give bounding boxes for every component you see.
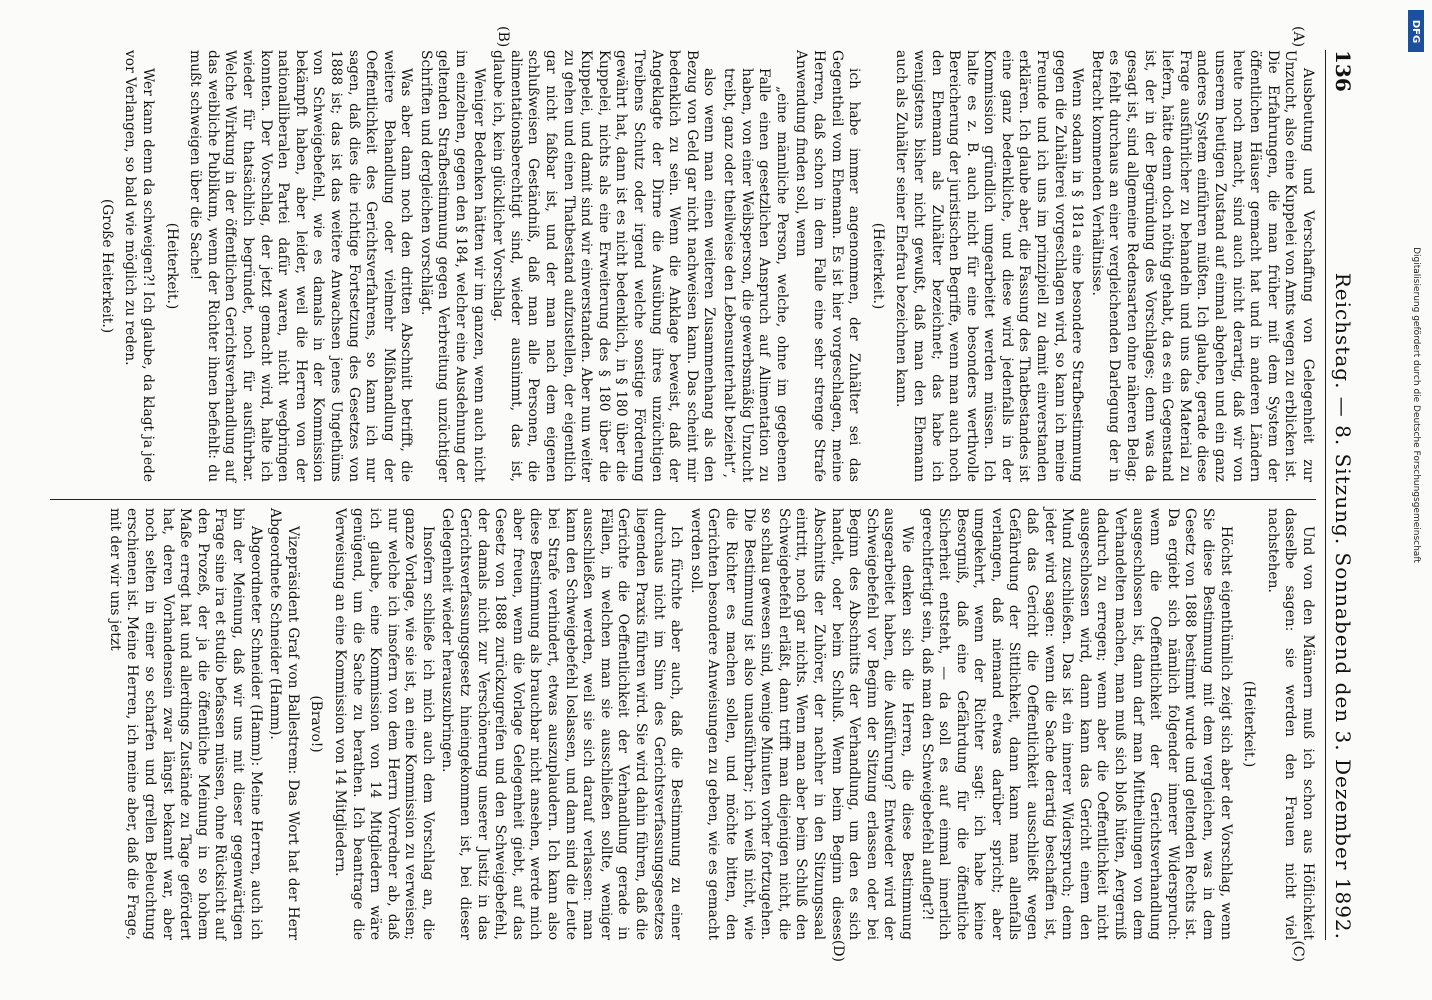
- paragraph: „eine männliche Person, welche, ohne im gegebenen Falle einen gesetzlichen Anspruch auf Alimentation zu haben, von einer Weibsperson, die gewerbsmäßig Unzucht treibt, ganz oder theilweise den Lebensunterhalt bezieht“,: [721, 68, 790, 482]
- interjection: (Bravo!): [308, 695, 325, 753]
- interjection: (Heiterkeit.): [869, 222, 886, 310]
- interjection: (Heiterkeit.): [1241, 680, 1258, 768]
- page-header: [1328, 50, 1358, 940]
- interjection: (Große Heiterkeit.): [98, 198, 115, 334]
- paragraph: Wenn sodann in § 181a eine besondere Strafbestimmung gegen die Zuhälterei vorgeschlagen wird, so kann ich meine Freunde und ich uns im prinzipiell zu damit einverstanden erklären. Ich glaube aber, die Fassung des Thatbestandes ist eine ganz bedenkliche, und diese wird jedenfalls in der Kommission gründlich umgearbeitet werden müssen. Ich halte es z. B. auch nicht für eine besonders werthvolle Bereicherung der juristischen Begriffe, wenn man auch noch den Ehemann als Zuhälter bezeichnet; das habe ich wenigstens bisher nicht gewußt, daß man den Ehemann auch als Zuhälter seiner Ehefrau bezeichnen kann.: [893, 50, 1086, 482]
- paragraph: Abgeordneter Schneider (Hamm): Meine Herren, auch ich bin der Meinung, daß wir uns mit dieser gegenwärtigen Frage sine ira et studio befassen müssen, ohne Rücksicht auf den Prozeß, der ja die öffentliche Meinung in so hohem Maße erregt hat und allerdings Zustände zu Tage gefördert hat, deren Vorhandensein zwar längst bekannt war, aber noch selten in einer so scharfen und grellen Beleuchtung erschienen ist. Meine Herren, ich meine aber, daß die Frage, mit der wir uns jetzt: [106, 508, 264, 940]
- rotated-document-page: [26, 20, 1406, 980]
- right-column: [50, 508, 1316, 962]
- margin-marker-d: (D): [830, 939, 846, 962]
- paragraph: Ausbeutung und Verschaffung von Gelegenheit zur Unzucht, also eine Kuppelei von Amts wegen zu erblicken ist. Die Erfahrungen, die man früher mit dem System der öffentlichen Häuser gemacht hat und in anderen Ländern heute noch macht, sind auch nicht derartig, daß wir von unserem heutigen Zustand auf einmal abgehen und ein ganz anderes System einführen müßten. Ich glaube, gerade diese Frage ausführlicher zu behandeln und uns das Material zu liefern, hätte denn doch nöthig gehabt, da es ein Gegenstand ist, der in der Begründung des Vorschlages; denn was da gesagt ist, sind allgemeine Redensarten ohne näheren Belag; es fehlt durchaus an einer vergleichenden Darlegung der in Betracht kommenden Verhältnisse.: [1088, 50, 1316, 482]
- paragraph: ich habe immer angenommen, der Zuhälter sei das Gegentheil vom Ehemann. Es ist hier vorgeschlagen, meine Herren, daß schon in dem Falle eine sehr strenge Strafe Anwendung finden soll, wenn: [793, 50, 863, 482]
- paragraph: Höchst eigenthümlich zeigt sich aber der Vorschlag, wenn Sie diese Bestimmung mit dem vergleichen, was in dem Gesetz von 1888 bestimmt wurde und geltenden Rechts ist. Da ergiebt sich nämlich folgender innerer Widerspruch: wenn die Oeffentlichkeit der Gerichtsverhandlung ausgeschlossen ist, dann darf man Mittheilungen von dem Verhandelten machen, man muß sich bloß hüten, Aergerniß dadurch zu erregen; wenn aber die Oeffentlichkeit nicht ausgeschlossen wird, dann kann das Gericht einem den Mund zuschließen. Das ist ein innerer Widerspruch; denn jeder wird sagen: wenn die Sache derartig beschaffen ist, daß das Gericht die Oeffentlichkeit ausschließt wegen Gefährdung der Sittlichkeit, dann kann man allenfalls verlangen, daß niemand etwas darüber spricht; aber umgekehrt, wenn der Richter sagt: ich habe keine Besorgniß, daß eine Gefährdung für die öffentliche Sicherheit entsteht, — da soll es auf einmal innerlich gerechtfertigt sein, daß man den Schweigebefehl auflegt?!: [918, 508, 1234, 940]
- paragraph: Weniger Bedenken hätten wir im ganzen, wenn auch nicht im einzelnen, gegen den § 184, welcher eine Ausdehnung der geltenden Strafbestimmung gegen Verbreitung unzüchtiger Schriften und dergleichen vorschlägt.: [417, 50, 487, 482]
- left-column: [50, 26, 1316, 482]
- paragraph: Was aber dann noch den dritten Abschnitt betrifft, die weitere Behandlung oder vielmehr Mißhandlung der Oeffentlichkeit des Gerichtsverfahrens, so kann ich nur sagen, daß dies die richtige Fortsetzung des Gesetzes von 1888 ist; das ist das weitere Anwachsen jenes Ungethüms von Schweigebefehl, wie es damals in der Kommission bekämpft haben, aber leider, weil die Herren von der nationalliberalen Partei dafür waren, nicht wegbringen konnten. Der Vorschlag, der jetzt gemacht wird, halte ich wieder für thatsächlich begründet, noch für ausführbar. Welche Wirkung in der öffentlichen Gerichtsverhandlung auf das weibliche Publikum, wenn der Richter ihnen befiehlt: du mußt schweigen über die Sache!: [187, 50, 415, 482]
- page-title: Reichstag. — 8. Sitzung. Sonnabend den 3. Dezember 1892.: [1331, 272, 1355, 940]
- paragraph: Insofern schließe ich mich auch dem Vorschlag an, die ganze Vorlage, wie sie ist, an eine Kommission zu verweisen; nur welche ich insofern von dem Herrn Vorredner ab, daß ich glaube, eine Kommission von 14 Mitgliedern wäre genügend, um die Sache zu berathen. Ich beantrage die Verweisung an eine Kommission von 14 Mitgliedern.: [331, 508, 436, 940]
- text-columns: [50, 26, 1316, 962]
- paragraph: Vizepräsident Graf von Ballestrem: Das Wort hat der Herr Abgeordnete Schneider (Hamm).: [267, 508, 301, 940]
- paragraph: Wie denken sich die Herren, die diese Bestimmung ausgearbeitet haben, die Ausführung? Entweder wird der Schweigebefehl vor Beginn der Sitzung erlassen oder bei Beginn des Abschnitts der Verhandlung, um den es sich handelt, oder beim Schluß. Wenn beim Beginn dieses Abschnitts der Zuhörer, der nachher in den Sitzungssaal eintritt, noch gar nichts. Wenn man aber beim Schluß den Schweigebefehl erläßt, dann trifft man diejenigen nicht, die so schlau gewesen sind, wenige Minuten vorher fortzugehen. Die Bestimmung ist also unausführbar; ich weiß nicht, wie die Richter es machen sollen, und möchte bitten, den Gerichten besondere Anweisungen zu geben, wie es gemacht werden soll.: [687, 508, 915, 940]
- margin-marker-b: (B): [495, 26, 511, 48]
- header-rule: [1325, 50, 1326, 940]
- digitization-credit: [1409, 60, 1423, 750]
- paragraph: Wer kann denn da schweigen?! Ich glaube, da klagt ja jede vor Verlangen, so bald wie möglich zu reden.: [122, 50, 156, 482]
- credit-text: Digitalisierung gefördert durch die Deutsche Forschungsgemeinschaft: [1411, 247, 1421, 563]
- paragraph: Ich fürchte aber auch, daß die Bestimmung zu einer durchaus nicht im Sinn des Gerichtsverfassungsgesetzes liegenden Praxis führen wird. Sie wird dahin führen, daß die Gerichte die Oeffentlichkeit der Verhandlung gerade in Fällen, in welchen man sie ausschließen sollte, weniger ausschließen werden, weil sie sich darauf verlassen: man kann den Schweigebefehl loslassen, und dann sind die Leute bei Strafe verhindert, etwas auszuplaudern. Ich kann also diese Bestimmung als brauchbar nicht ansehen, werde mich aber freuen, wenn die Vorlage Gelegenheit giebt, auf das Gesetz von 1888 zurückzugreifen und den Schweigebefehl, der damals nicht zur Verschönerung unserer Justiz in das Gerichtsverfassungsgesetz hineingekommen ist, bei dieser Gelegenheit wieder herauszubringen.: [439, 508, 685, 940]
- paragraph: also wenn man einen weiteren Zusammenhang als den Bezug von Geld gar nicht nachweisen kann. Das scheint mir bedenklich zu sein. Wenn die Anklage beweist, daß der Angeklagte der Dirne die Ausübung ihres unzüchtigen Treibens Schutz oder irgend welche sonstige Förderung gewährt hat, dann ist es nicht bedenklich, in § 180 über die Kuppelei, nichts als eine Erweiterung des § 180 über die Kuppelei, und damit sind wir einverstanden. Aber nun weiter zu gehen und einen Thatbestand aufzustellen, der eigentlich gar nicht faßbar ist, und der man nach dem eigenen schlußweisen Geständniß, daß man alle Personen, die alimentationsberechtigt sind, wieder ausnimmt, das ist, glaube ich, kein glücklicher Vorschlag.: [490, 50, 718, 482]
- margin-marker-c: (C): [1290, 940, 1306, 962]
- margin-marker-a: (A): [1290, 26, 1306, 48]
- paragraph: Und von den Männern muß ich schon aus Höflichkeit dasselbe sagen: sie werden den Frauen nicht viel nachstehen.: [1264, 508, 1316, 940]
- page-number: 136: [1331, 50, 1355, 92]
- dfg-logo: DFG: [1408, 10, 1424, 52]
- interjection: (Heiterkeit.): [163, 222, 180, 310]
